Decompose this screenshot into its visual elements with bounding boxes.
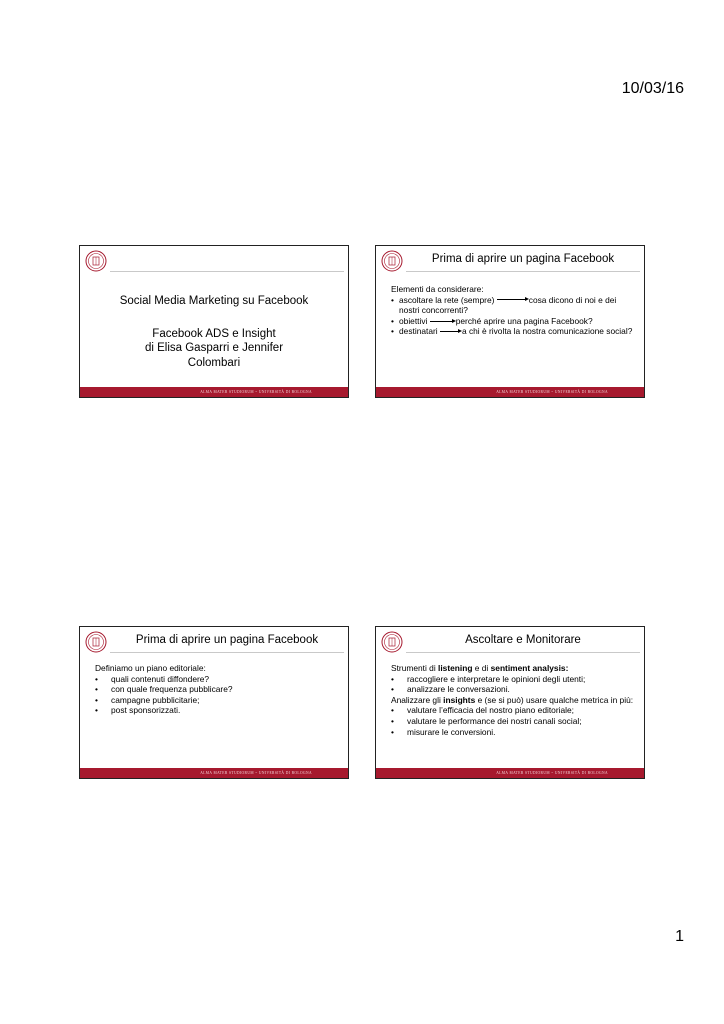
slide-title-text: Ascoltare e Monitorare bbox=[465, 634, 581, 646]
slide-footer: ALMA MATER STUDIORUM ~ UNIVERSITÀ DI BOLOGNA bbox=[80, 387, 348, 397]
slide-listening bbox=[375, 626, 645, 779]
list-item: • valutare l’efficacia del nostro piano editoriale; bbox=[391, 705, 636, 716]
university-seal-icon bbox=[85, 250, 107, 272]
slide-considerations bbox=[375, 245, 645, 398]
header-rule bbox=[110, 652, 344, 653]
slide-footer: ALMA MATER STUDIORUM ~ UNIVERSITÀ DI BOLOGNA bbox=[376, 768, 644, 778]
cover-line-1: Social Media Marketing su Facebook bbox=[119, 295, 309, 307]
cover-line-2: Facebook ADS e Insight bbox=[152, 327, 276, 340]
intro-text: Strumenti di listening e di sentiment analysis: bbox=[391, 663, 569, 673]
header-rule bbox=[110, 271, 344, 272]
arrow-icon bbox=[440, 329, 462, 335]
list-item: • analizzare le conversazioni. bbox=[391, 684, 636, 695]
page-number: 1 bbox=[675, 928, 684, 945]
slide-title bbox=[79, 245, 349, 398]
header-rule bbox=[406, 652, 640, 653]
slide-editorial-plan bbox=[79, 626, 349, 779]
slide-footer: ALMA MATER STUDIORUM ~ UNIVERSITÀ DI BOLOGNA bbox=[376, 387, 644, 397]
list-item: • valutare le performance dei nostri canali social; bbox=[391, 716, 636, 727]
intro-text: Elementi da considerare: bbox=[391, 284, 484, 294]
page-date: 10/03/16 bbox=[621, 80, 684, 97]
list-item: • quali contenuti diffondere? bbox=[95, 674, 340, 685]
arrow-icon bbox=[430, 319, 456, 325]
slide-title-text: Prima di aprire un pagina Facebook bbox=[135, 634, 319, 646]
slide-title-text: Prima di aprire un pagina Facebook bbox=[431, 253, 615, 265]
slide-footer: ALMA MATER STUDIORUM ~ UNIVERSITÀ DI BOLOGNA bbox=[80, 768, 348, 778]
list-item: • destinatari a chi è rivolta la nostra comunicazione social? bbox=[391, 326, 636, 337]
list-item: • ascoltare la rete (sempre) cosa dicono di noi e dei nostri concorrenti? bbox=[391, 295, 636, 316]
list-item: • campagne pubblicitarie; bbox=[95, 695, 340, 706]
arrow-icon bbox=[497, 297, 529, 303]
list-item: • raccogliere e interpretare le opinioni degli utenti; bbox=[391, 674, 636, 685]
list-item: • post sponsorizzati. bbox=[95, 705, 340, 716]
intro-text: Definiamo un piano editoriale: bbox=[95, 663, 206, 673]
university-seal-icon bbox=[85, 631, 107, 653]
header-rule bbox=[406, 271, 640, 272]
list-item: • con quale frequenza pubblicare? bbox=[95, 684, 340, 695]
cover-line-4: Colombari bbox=[187, 356, 241, 369]
paragraph-text: Analizzare gli insights e (se si può) usare qualche metrica in più: bbox=[391, 694, 634, 705]
university-seal-icon bbox=[381, 250, 403, 272]
list-item: • obiettivi perché aprire una pagina Facebook? bbox=[391, 316, 636, 327]
list-item: • misurare le conversioni. bbox=[391, 727, 636, 738]
university-seal-icon bbox=[381, 631, 403, 653]
cover-line-3: di Elisa Gasparri e Jennifer bbox=[144, 342, 284, 354]
